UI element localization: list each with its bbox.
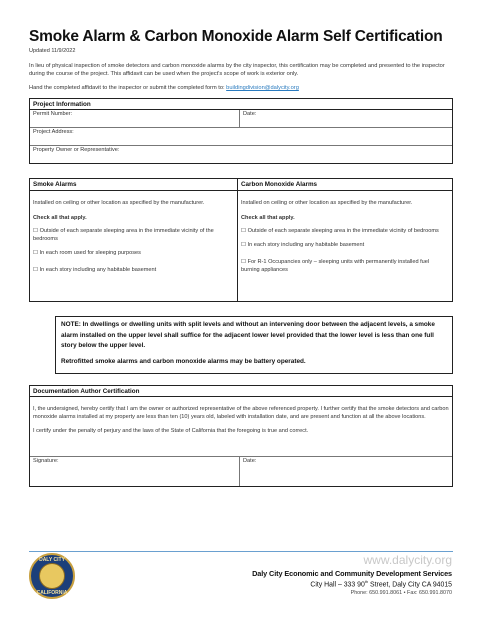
smoke-option-1[interactable]: ☐ Outside of each separate sleeping area in the immediate vicinity of the bedrooms [33,228,214,242]
page-title: Smoke Alarm & Carbon Monoxide Alarm Self Certification [29,28,443,45]
certification-section [29,385,453,487]
note-box [55,316,453,374]
alarms-section [29,178,453,302]
co-option-1[interactable]: ☐ Outside of each separate sleeping area in the immediate vicinity of bedrooms [241,228,439,234]
smoke-option-3[interactable]: ☐ In each story including any habitable basement [33,267,157,273]
daly-city-seal-icon [29,553,75,599]
submit-instructions [29,85,299,91]
date-field[interactable]: Date: [239,110,259,127]
website-link[interactable]: www.dalycity.org [363,553,452,567]
certification-paragraph-1: I, the undersigned, hereby certify that I am the owner or authorized representative of the above referenced property. I further certify that the smoke detectors and carbon monoxide alarms installed at my property are less than ten (10) years old, labeled with installation date, and are present and function at all the above locations. [33,406,449,420]
certification-paragraph-2: I certify under the penalty of perjury and the laws of the State of California that the foregoing is true and correct. [33,428,309,434]
signature-field[interactable]: Signature: [33,458,59,464]
intro-paragraph: In lieu of physical inspection of smoke detectors and carbon monoxide alarms by the city inspector, this certification may be completed and presented to the inspector during the course of the project. This affidavit can be used when the project’s scope of work is exterior only. [29,63,445,77]
permit-row [30,110,452,128]
smoke-option-2[interactable]: ☐ In each room used for sleeping purposes [33,250,141,256]
department-name: Daly City Economic and Community Development Services [252,569,452,578]
city-hall-address [310,579,452,588]
co-install-text: Installed on ceiling or other location as specified by the manufacturer. [241,200,413,206]
address-post: Street, Daly City CA 94015 [368,581,452,589]
signature-date-field[interactable]: Date: [239,457,259,486]
project-information-section [29,98,453,164]
note-text: NOTE: In dwellings or dwelling units with split levels and without an intervening door between the adjacent levels, a smoke alarm installed on the upper level shall suffice for the adjacent lower level provided that the lower level is less than one full story below the upper level. [61,321,435,349]
co-option-3[interactable]: ☐ For R-1 Occupancies only – sleeping units with permanently installed fuel burning appliances [241,259,430,273]
project-information-header: Project Information [30,99,452,110]
email-link[interactable]: buildingdivision@dalycity.org [226,85,299,91]
smoke-install-text: Installed on ceiling or other location as specified by the manufacturer. [33,200,205,206]
retrofit-note: Retrofitted smoke alarms and carbon monoxide alarms may be battery operated. [61,357,306,365]
updated-date: Updated 11/9/2022 [29,48,76,54]
address-pre: City Hall – 333 90 [310,581,365,589]
submit-text: Hand the completed affidavit to the inspector or submit the completed form to: [29,85,227,91]
owner-field[interactable]: Property Owner or Representative: [33,147,120,153]
co-option-2[interactable]: ☐ In each story including any habitable basement [241,242,365,248]
seal-bottom-text: CALIFORNIA [36,590,68,596]
address-sup: th [364,579,369,584]
seal-top-text: DALY CITY [39,557,65,563]
smoke-alarms-header: Smoke Alarms [30,179,237,191]
certification-header: Documentation Author Certification [30,386,452,397]
certification-body [30,397,452,457]
co-alarms-header: Carbon Monoxide Alarms [238,179,452,191]
footer-divider [29,551,453,552]
phone-fax: Phone: 650.991.8061 • Fax: 650.991.8070 [350,590,452,596]
signature-row [30,457,452,486]
smoke-alarms-column [30,179,238,301]
seal-emblem [39,563,65,589]
co-check-all: Check all that apply. [241,215,295,221]
smoke-check-all: Check all that apply. [33,215,87,221]
permit-number-field[interactable]: Permit Number: [33,111,73,117]
project-address-field[interactable]: Project Address: [30,128,452,146]
co-alarms-column [238,179,452,301]
